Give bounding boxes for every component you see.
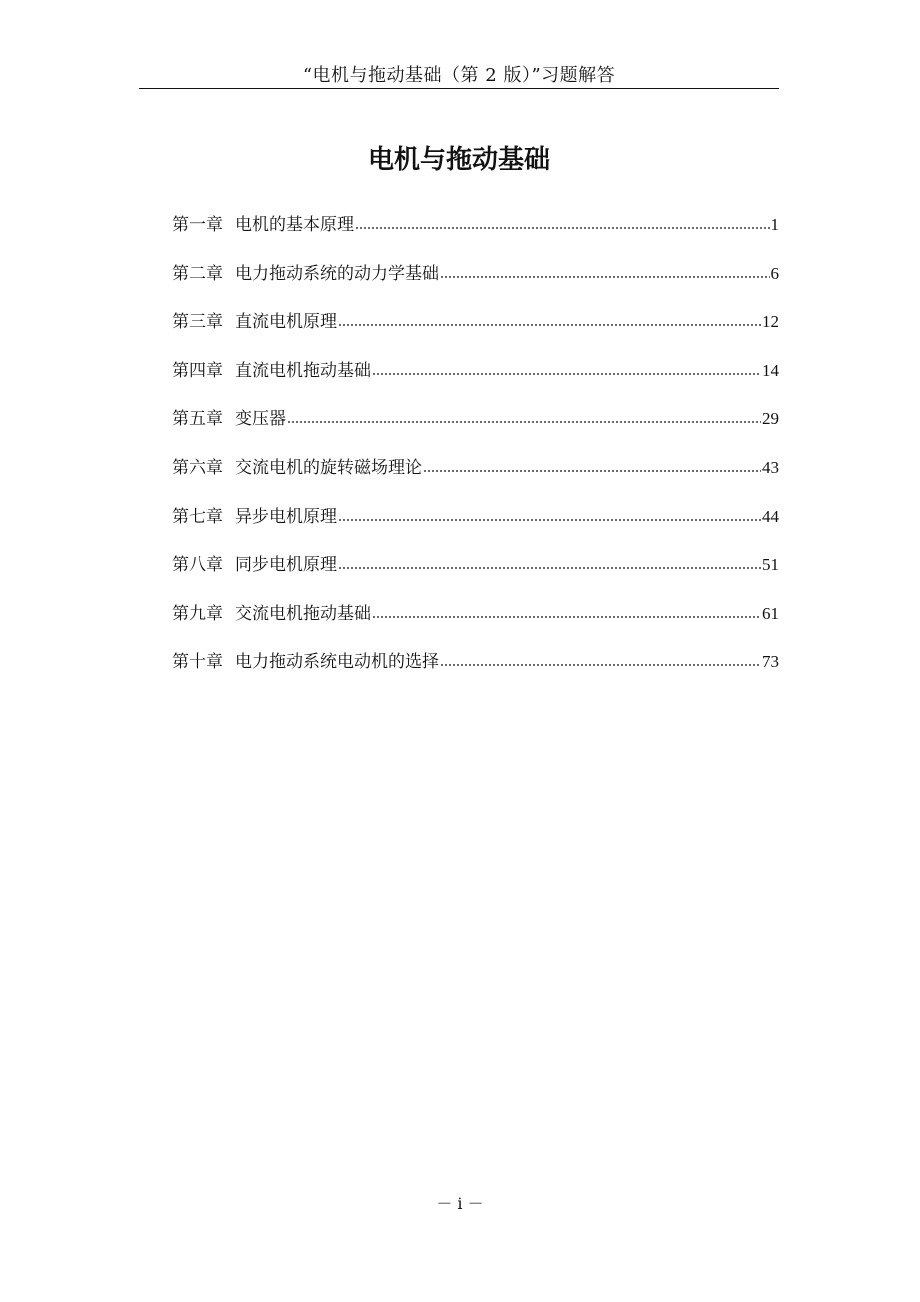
toc-dot-leader	[338, 519, 761, 521]
toc-page-number: 29	[762, 409, 779, 429]
header-rule	[139, 88, 779, 89]
toc-chapter-number: 第一章	[172, 215, 223, 235]
toc-chapter-title: 直流电机原理	[235, 312, 337, 333]
toc-dot-leader	[372, 616, 761, 618]
toc-chapter-number: 第八章	[172, 555, 223, 576]
toc-dot-leader	[287, 421, 761, 423]
toc-dot-leader	[338, 324, 761, 326]
toc-entry[interactable]	[172, 309, 779, 358]
toc-chapter-title: 电机的基本原理	[235, 215, 354, 235]
toc-entry[interactable]	[172, 358, 779, 407]
table-of-contents	[172, 212, 779, 698]
toc-entry[interactable]	[172, 261, 779, 310]
toc-entry[interactable]	[172, 406, 779, 455]
toc-chapter-title: 交流电机的旋转磁场理论	[235, 457, 422, 478]
toc-page-number: 1	[770, 215, 779, 234]
toc-chapter-title: 变压器	[235, 409, 286, 430]
toc-dot-leader	[440, 664, 761, 666]
toc-entry[interactable]	[172, 552, 779, 601]
toc-page-number: 73	[762, 652, 779, 672]
toc-chapter-title: 异步电机原理	[235, 506, 337, 527]
toc-dot-leader	[338, 567, 761, 569]
toc-page-number: 43	[762, 457, 779, 477]
toc-chapter-title: 交流电机拖动基础	[235, 603, 371, 624]
toc-entry[interactable]	[172, 212, 779, 261]
running-header: “电机与拖动基础（第 2 版）”习题解答	[302, 65, 616, 86]
toc-chapter-number: 第二章	[172, 263, 223, 284]
toc-entry[interactable]	[172, 649, 779, 698]
toc-page-number: 51	[762, 555, 779, 575]
toc-page-number: 44	[762, 506, 779, 526]
toc-chapter-title: 电力拖动系统电动机的选择	[235, 652, 439, 673]
toc-entry[interactable]	[172, 455, 779, 504]
toc-chapter-title: 同步电机原理	[235, 555, 337, 576]
toc-chapter-number: 第五章	[172, 409, 223, 430]
toc-dot-leader	[355, 227, 770, 229]
document-title: 电机与拖动基础	[367, 145, 550, 175]
toc-chapter-title: 电力拖动系统的动力学基础	[235, 263, 439, 284]
toc-page-number: 6	[770, 263, 779, 283]
toc-dot-leader	[372, 373, 761, 375]
toc-chapter-number: 第九章	[172, 603, 223, 624]
toc-page-number: 12	[762, 312, 779, 332]
toc-chapter-number: 第四章	[172, 360, 223, 381]
toc-chapter-number: 第三章	[172, 312, 223, 333]
page-footer-number: － i －	[436, 1194, 484, 1213]
toc-dot-leader	[423, 470, 761, 472]
toc-dot-leader	[440, 276, 770, 278]
toc-page-number: 14	[762, 360, 779, 380]
toc-page-number: 61	[762, 603, 779, 623]
toc-chapter-number: 第六章	[172, 457, 223, 478]
toc-chapter-number: 第七章	[172, 506, 223, 527]
toc-entry[interactable]	[172, 504, 779, 553]
toc-chapter-number: 第十章	[172, 652, 223, 673]
toc-chapter-title: 直流电机拖动基础	[235, 360, 371, 381]
toc-entry[interactable]	[172, 601, 779, 650]
